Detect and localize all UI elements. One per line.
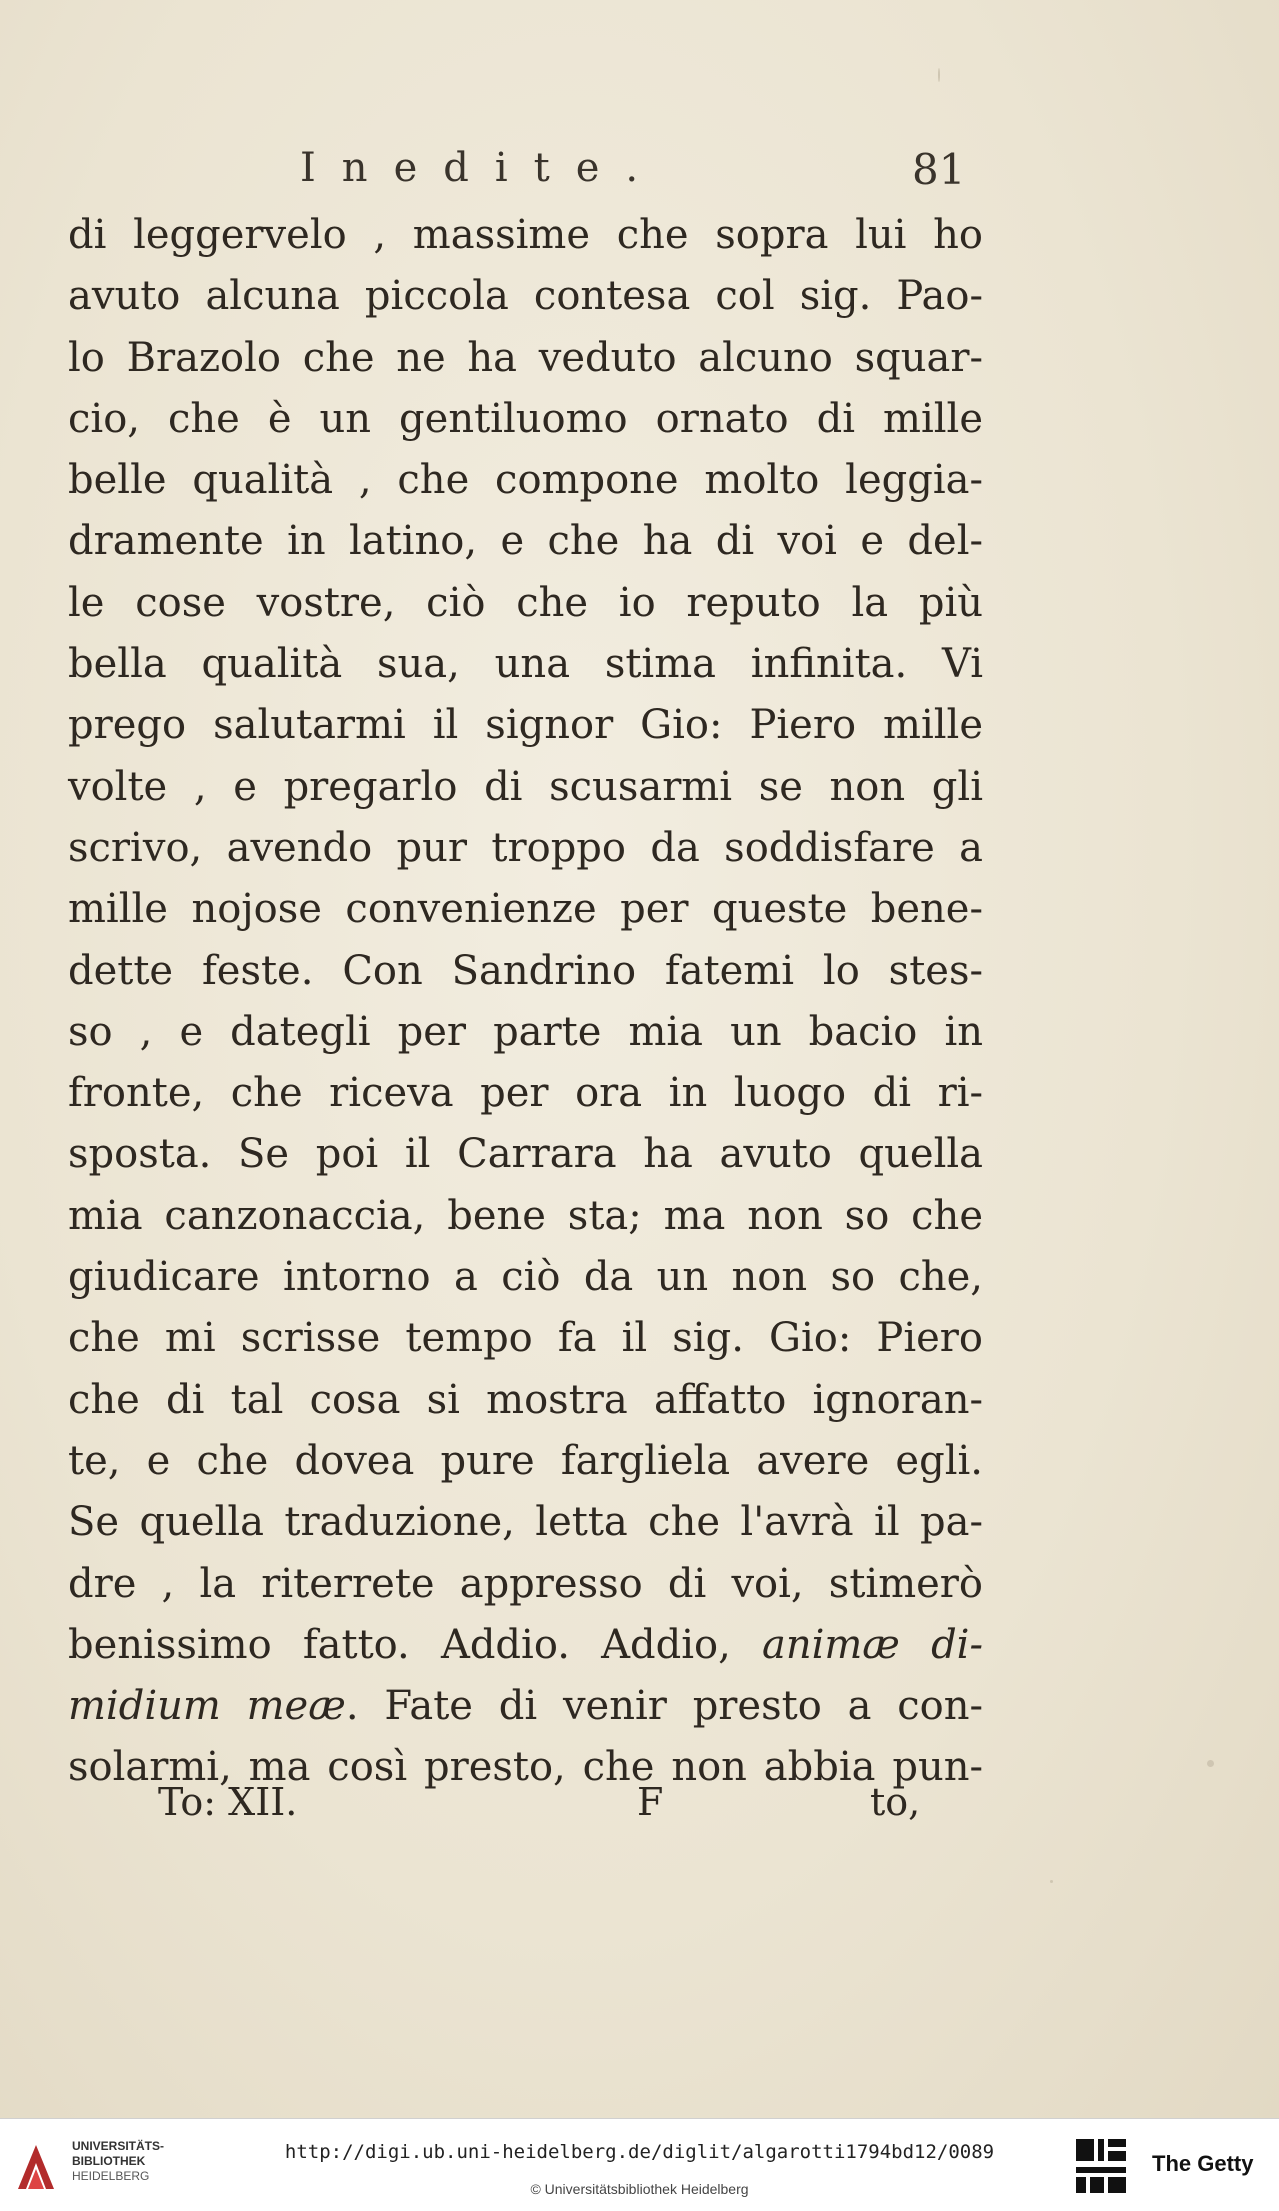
text-line: dramente in latino, e che ha di voi e del- <box>68 518 983 565</box>
viewer-footer-bar <box>0 2118 1279 2211</box>
text-line: sposta. Se poi il Carrara ha avuto quella <box>68 1131 983 1178</box>
italic-phrase: midium meæ <box>68 1683 346 1730</box>
text-line: Se quella traduzione, letta che l'avrà il pa- <box>68 1499 983 1546</box>
text-line: dre , la riterrete appresso di voi, stimerò <box>68 1560 983 1607</box>
copyright-notice: © Universitätsbibliothek Heidelberg <box>530 2181 749 2197</box>
text-line: cio, che è un gentiluomo ornato di mille <box>68 395 983 442</box>
page-footer <box>0 1780 1279 1840</box>
text-line: te, e che dovea pure fargliela avere egli. <box>68 1437 983 1484</box>
text-line: giudicare intorno a ciò da un non so che, <box>68 1254 983 1301</box>
text-line: so , e dategli per parte mia un bacio in <box>68 1008 983 1055</box>
text-line: dette feste. Con Sandrino fatemi lo stes- <box>68 947 983 994</box>
volume-mark: To: XII. <box>158 1780 298 1824</box>
text-line: lo Brazolo che ne ha veduto alcuno squar- <box>68 334 983 381</box>
text-line: bella qualità sua, una stima infinita. Vi <box>68 641 983 688</box>
italic-phrase: animæ di- <box>761 1621 983 1668</box>
text-line: belle qualità , che compone molto leggia- <box>68 457 983 504</box>
text-line <box>68 1615 983 1676</box>
text-line: prego salutarmi il signor Gio: Piero mille <box>68 702 983 749</box>
text-line: mia canzonaccia, bene sta; ma non so che <box>68 1192 983 1239</box>
permalink-url[interactable]: http://digi.ub.uni-heidelberg.de/diglit/algarotti1794bd12/0089 <box>284 2141 995 2163</box>
text-line: scrivo, avendo pur troppo da soddisfare a <box>68 824 983 871</box>
text-line: di leggervelo , massime che sopra lui ho <box>68 212 983 258</box>
text-line: che mi scrisse tempo fa il sig. Gio: Piero <box>68 1315 983 1362</box>
paper-speck <box>1050 1880 1053 1883</box>
page-number: 81 <box>912 145 966 194</box>
catchword: to, <box>870 1780 921 1824</box>
library-name-line: BIBLIOTHEK <box>72 2154 146 2168</box>
signature-mark: F <box>637 1780 664 1824</box>
text-line: le cose vostre, ciò che io reputo la più <box>68 579 983 626</box>
running-head <box>0 145 1279 205</box>
text-line: mille nojose convenienze per queste bene- <box>68 886 983 933</box>
text-line: volte , e pregarlo di scusarmi se non gli <box>68 763 983 810</box>
text-line: che di tal cosa si mostra affatto ignoran- <box>68 1376 983 1423</box>
text-line <box>68 1676 983 1737</box>
paper-speck <box>938 68 940 82</box>
library-name-line: UNIVERSITÄTS- <box>72 2139 165 2153</box>
getty-logo-icon <box>1072 2135 1132 2197</box>
body-text <box>68 205 983 1799</box>
library-name-line: HEIDELBERG <box>72 2169 150 2183</box>
text-segment: . Fate di venir presto a con- <box>345 1683 983 1730</box>
text-segment: benissimo fatto. Addio. Addio, <box>68 1621 762 1668</box>
running-head-title: Inedite. <box>300 145 665 191</box>
paper-speck <box>1207 1760 1214 1767</box>
partner-name: The Getty <box>1152 2151 1254 2176</box>
text-line: solarmi, ma così presto, che non abbia pun- <box>68 1744 983 1791</box>
text-line: fronte, che riceva per ora in luogo di ri- <box>68 1070 983 1117</box>
text-line: avuto alcuna piccola contesa col sig. Pao- <box>68 273 983 320</box>
